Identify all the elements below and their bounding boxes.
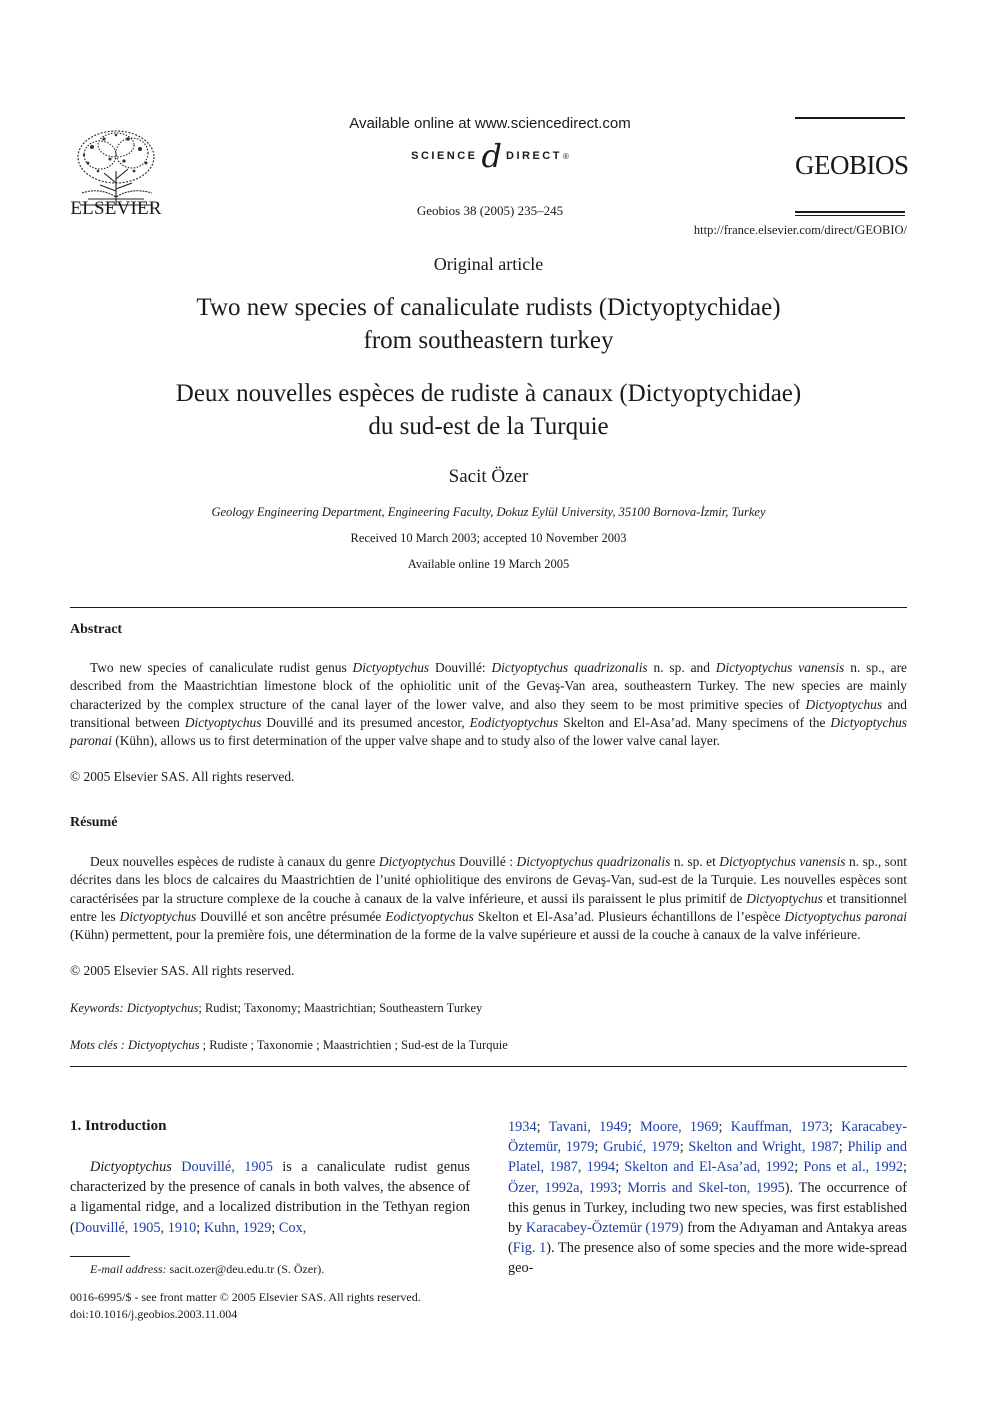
citation-link[interactable]: Moore, 1969 <box>639 1119 719 1135</box>
abstract-heading: Abstract <box>70 622 123 637</box>
sciencedirect-left-word: SCIENCE <box>411 150 478 162</box>
email-address[interactable]: sacit.ozer@deu.edu.tr (S. Özer). <box>166 1262 325 1276</box>
keywords-line: Keywords: Dictyoptychus; Rudist; Taxonomy; Maastrichtian; Southeastern Turkey <box>70 1001 483 1015</box>
sciencedirect-d-mark: d <box>481 137 503 175</box>
title-french-line-2: du sud-est de la Turquie <box>368 413 609 440</box>
citation-link[interactable]: Pons et al., 1992 <box>803 1159 904 1176</box>
header-rule <box>795 211 905 213</box>
email-footnote: E-mail address: sacit.ozer@deu.edu.tr (S. Özer). <box>90 1262 325 1276</box>
introduction-heading: 1. Introduction <box>70 1118 167 1134</box>
abstract-copyright: © 2005 Elsevier SAS. All rights reserved. <box>70 769 295 784</box>
header-rule <box>795 117 905 119</box>
citation-link[interactable]: Skelton and Wright, 1987 <box>688 1139 839 1156</box>
title-french-line-1: Deux nouvelles espèces de rudiste à canaux (Dictyoptychidae) <box>175 380 802 407</box>
citation-link[interactable]: Cox, <box>278 1219 307 1236</box>
citation-link[interactable]: Özer, 1992a, 1993 <box>508 1179 618 1196</box>
online-date: Available online 19 March 2005 <box>407 557 570 571</box>
author-name[interactable]: Sacit Özer <box>448 466 529 487</box>
journal-url-link[interactable]: http://france.elsevier.com/direct/GEOBIO/ <box>693 223 907 237</box>
citation-link[interactable]: Skelton and El-Asa’ad, 1992 <box>624 1159 795 1176</box>
header-rule <box>795 215 905 216</box>
author-affiliation: Geology Engineering Department, Engineering Faculty, Dokuz Eylül University, 35100 Bornova-İzmir, Turkey <box>211 505 766 519</box>
citation-link[interactable]: 1934 <box>508 1119 537 1135</box>
title-english-line-1: Two new species of canaliculate rudists (Dictyoptychidae) <box>196 294 781 321</box>
citation-link[interactable]: Tavani, 1949 <box>548 1119 628 1135</box>
resume-text: Deux nouvelles espèces de rudiste à canaux du genre Dictyoptychus Douvillé : Dictyoptychus quadrizonalis n. sp. et Dictyoptychus vanensis n. sp., sont décrites dans les blocs de calcaires du Maastrichtien de l’unité ophiolitique des environs de Gevaş-Van, sud-est de la Turquie. Les nouvelles espèces sont caractérisées par la structure complexe de la couche à canaux de la valve inférieure, et aussi ils paraissent le plus primitif de Dictyoptychus et transitionnel entre les Dictyoptychus Douvillé et son ancêtre présumée Eodictyoptychus Skelton et El-Asa’ad. Plusieurs échantillons de l’espèce Dictyoptychus paronai (Kühn) permettent, pour la première fois, une détermination de la forme de la valve supérieure et aussi de la couche à canaux de la valve inférieure. <box>70 854 907 943</box>
citation-link[interactable]: Douvillé, 1905 <box>181 1159 273 1175</box>
citation-link[interactable]: Morris and Skel-ton, 1995 <box>627 1179 785 1196</box>
citation-link[interactable]: Grubić, 1979 <box>603 1139 680 1156</box>
article-type: Original article <box>433 254 544 274</box>
citation-link[interactable]: Karacabey-Öztemür, 1979 <box>508 1119 908 1156</box>
journal-citation: Geobios 38 (2005) 235–245 <box>416 203 564 218</box>
title-english <box>70 291 907 357</box>
sciencedirect-logo[interactable] <box>360 138 620 174</box>
sciencedirect-availability[interactable]: Available online at www.sciencedirect.com <box>349 115 631 132</box>
figure-link[interactable]: Fig. 1 <box>512 1240 547 1257</box>
registered-mark: ® <box>562 151 569 161</box>
received-accepted-dates: Received 10 March 2003; accepted 10 November 2003 <box>350 531 627 545</box>
citation-link[interactable]: Douvillé, 1905, 1910 <box>74 1219 197 1236</box>
journal-title: GEOBIOS <box>795 150 909 180</box>
introduction-left-column: Dictyoptychus Douvillé, 1905 is a canaliculate rudist genus characterized by the presence of canals in both valves, the absence of a ligamental ridge, and a localized distribution in the Tethyan region (Douvillé, 1905, 1910; Kuhn, 1929; Cox, <box>70 1159 470 1236</box>
citation-link[interactable]: Karacabey-Öztemür (1979) <box>525 1220 684 1237</box>
title-english-line-2: from southeastern turkey <box>363 327 614 354</box>
introduction-right-column: 1934; Tavani, 1949; Moore, 1969; Kauffman, 1973; Karacabey-Öztemür, 1979; Grubić, 1979; Skelton and Wright, 1987; Philip and Platel, 1987, 1994; Skelton and El-Asa’ad, 1992; Pons et al., 1992; Özer, 1992a, 1993; Morris and Skel-ton, 1995). The occurrence of this genus in Turkey, including two new species, was first established by Karacabey-Öztemür (1979) from the Adıyaman and Antakya areas (Fig. 1). The presence also of some species and the more wide-spread geo- <box>508 1119 908 1277</box>
divider <box>70 607 907 608</box>
elsevier-wordmark: ELSEVIER <box>70 198 162 219</box>
citation-link[interactable]: Kuhn, 1929 <box>203 1219 272 1236</box>
sciencedirect-right-word: DIRECT <box>506 150 562 162</box>
doi-line[interactable]: doi:10.1016/j.geobios.2003.11.004 <box>70 1307 238 1321</box>
mots-cles-line: Mots clés : Dictyoptychus ; Rudiste ; Taxonomie ; Maastrichtien ; Sud-est de la Turquie <box>70 1038 508 1052</box>
citation-link[interactable]: Philip and Platel, 1987, 1994 <box>508 1139 908 1176</box>
issn-line: 0016-6995/$ - see front matter © 2005 Elsevier SAS. All rights reserved. <box>70 1290 421 1304</box>
resume-heading: Résumé <box>70 815 118 830</box>
abstract-text: Two new species of canaliculate rudist genus Dictyoptychus Douvillé: Dictyoptychus quadrizonalis n. sp. and Dictyoptychus vanensis n. sp., are described from the Maastrichtian limestone block of the ophiolitic unit of the Gevaş-Van area, southeastern Turkey. The new species are mainly characterized by the complex structure of the canal layer of the lower valve, and also they seem to be most primitive species of Dictyoptychus and transitional between Dictyoptychus Douvillé and its presumed ancestor, Eodictyoptychus Skelton and El-Asa’ad. Many specimens of the Dictyoptychus paronai (Kühn), allows us to first determination of the upper valve shape and to study also of the lower valve canal layer. <box>70 660 908 749</box>
footnote-rule <box>70 1256 130 1257</box>
resume-copyright: © 2005 Elsevier SAS. All rights reserved. <box>70 963 295 978</box>
title-french <box>70 377 907 443</box>
citation-link[interactable]: Kauffman, 1973 <box>730 1119 829 1135</box>
divider <box>70 1066 907 1067</box>
